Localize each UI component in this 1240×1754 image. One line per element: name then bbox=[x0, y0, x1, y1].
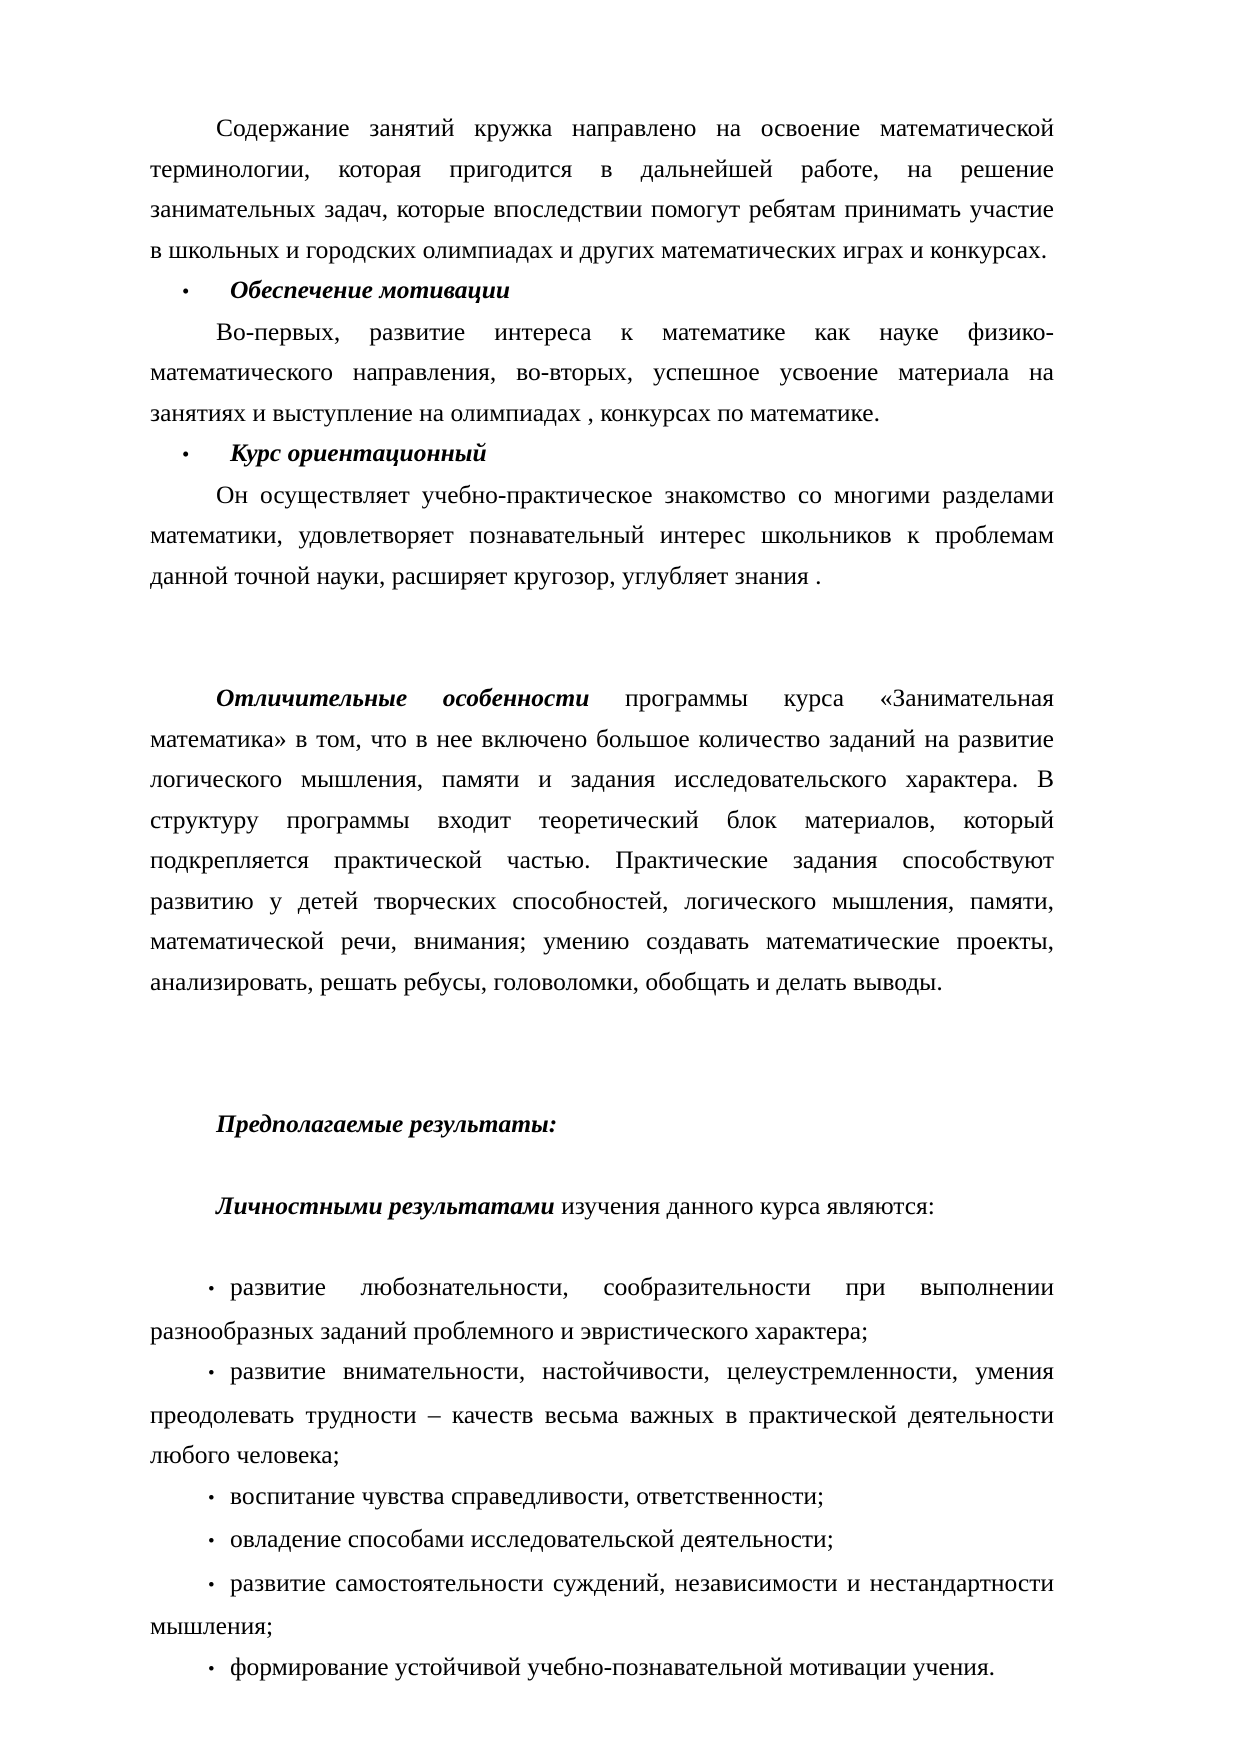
bullet-icon: • bbox=[208, 1531, 215, 1552]
list-item bbox=[150, 1519, 1054, 1563]
personal-results-lead: Личностными результатами bbox=[216, 1190, 555, 1220]
distinctive-features-lead: Отличительные особенности bbox=[216, 683, 590, 712]
bullet-heading-motivation-label: Обеспечение мотивации bbox=[230, 275, 511, 304]
list-item-text: развитие любознательности, сообразительности при выполнении разнообразных заданий проблемного и эвристического характера; bbox=[150, 1272, 1054, 1345]
personal-results-rest: изучения данного курса являются: bbox=[554, 1190, 935, 1220]
paragraph-course-content: Содержание занятий кружка направлено на освоение математической терминологии, которая пригодится в дальнейшей работе, на решение занимательных задач, которые впоследствии помогут ребятам принимать участие в школьных и городских олимпиадах и других математических играх и конкурсах. bbox=[150, 113, 1054, 264]
bullet-icon: • bbox=[208, 1363, 215, 1384]
document-body bbox=[150, 108, 1054, 1690]
heading-expected-results: Предполагаемые результаты: bbox=[216, 1109, 558, 1138]
list-item-text: формирование устойчивой учебно-познавательной мотивации учения. bbox=[230, 1651, 996, 1681]
bullet-heading-motivation bbox=[150, 270, 1054, 312]
section-spacer bbox=[150, 1084, 1054, 1104]
bullet-icon: • bbox=[208, 1279, 215, 1300]
section-spacer bbox=[150, 1002, 1054, 1084]
bullet-icon: • bbox=[208, 1658, 215, 1680]
bullet-icon: • bbox=[208, 1574, 215, 1596]
distinctive-features-rest: программы курса «Занимательная математика» в том, что в нее включено большое количество заданий на развитие логического мышления, памяти и задания исследовательского характера. В структуру программы входит теоретический блок материалов, который подкрепляется практической частью. Практические задания способствуют развитию у детей творческих способностей, логического мышления, памяти, математической речи, внимания; умению создавать математические проекты, анализировать, решать ребусы, головоломки, обобщать и делать выводы. bbox=[150, 683, 1054, 996]
list-item bbox=[150, 1563, 1054, 1647]
list-item bbox=[150, 1476, 1054, 1520]
list-item-text: развитие внимательности, настойчивости, целеустремленности, умения преодолевать трудности – качеств весьма важных в практической деятельности любого человека; bbox=[150, 1356, 1054, 1469]
paragraph-motivation-body: Во-первых, развитие интереса к математике как науке физико-математического направления, во-вторых, успешное усвоение материала на занятиях и выступление на олимпиадах , конкурсах по математике. bbox=[150, 316, 1054, 427]
bullet-icon: • bbox=[182, 279, 190, 303]
list-item bbox=[150, 1267, 1054, 1351]
bullet-icon: • bbox=[208, 1487, 215, 1509]
bullet-icon: • bbox=[182, 442, 190, 466]
list-item-text: воспитание чувства справедливости, ответственности; bbox=[230, 1480, 825, 1510]
list-item-text: развитие самостоятельности суждений, независимости и нестандартности мышления; bbox=[150, 1567, 1054, 1640]
list-item bbox=[150, 1351, 1054, 1476]
paragraph-orientation-body: Он осуществляет учебно-практическое знакомство со многими разделами математики, удовлетворяет познавательный интерес школьников к проблемам данной точной науки, расширяет кругозор, углубляет знания . bbox=[150, 479, 1054, 590]
section-spacer bbox=[150, 1145, 1054, 1186]
paragraph-personal-results-intro bbox=[150, 1186, 1054, 1227]
bullet-heading-orientation-course bbox=[150, 433, 1054, 475]
list-item-text: овладение способами исследовательской деятельности; bbox=[230, 1524, 834, 1553]
list-item bbox=[150, 1647, 1054, 1691]
bullet-heading-orientation-course-label: Курс ориентационный bbox=[230, 438, 487, 467]
section-spacer bbox=[150, 596, 1054, 678]
paragraph-distinctive-features bbox=[150, 678, 1054, 1002]
section-spacer bbox=[150, 1226, 1054, 1267]
